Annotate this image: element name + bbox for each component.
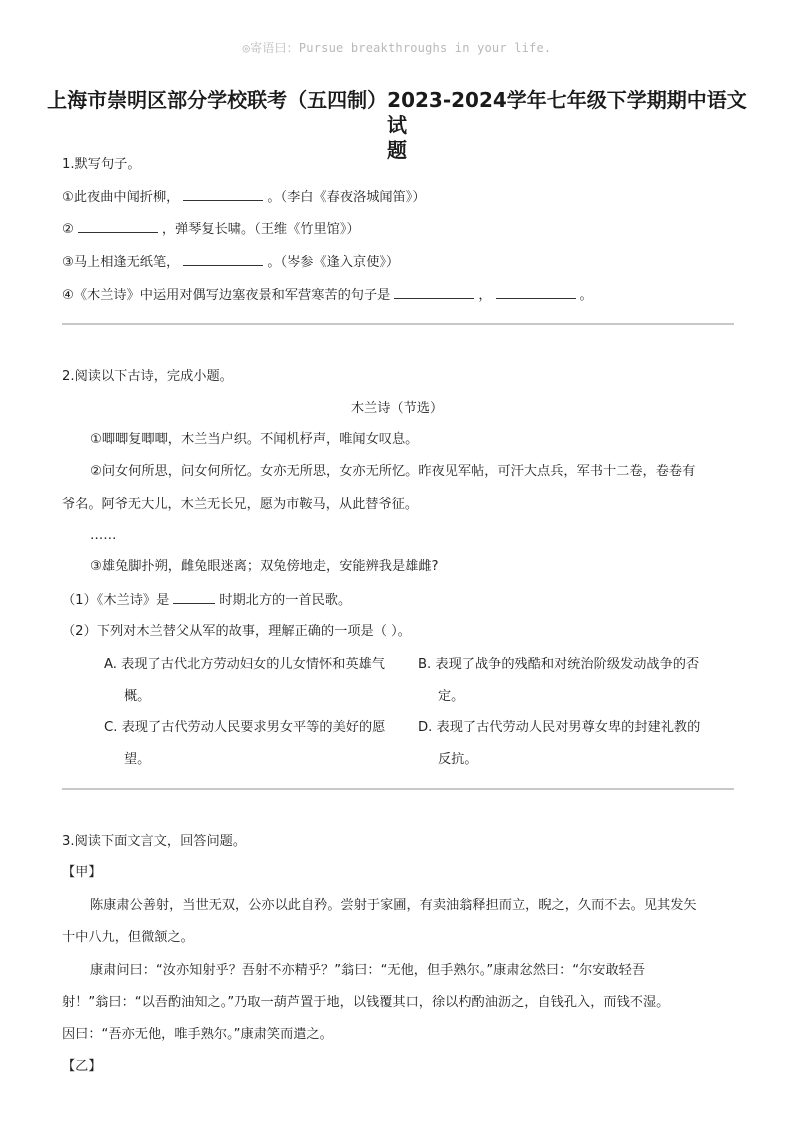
q2-subquestion-2: （2）下列对木兰替父从军的故事，理解正确的一项是（ ）。: [62, 624, 411, 639]
answer-blank[interactable]: [183, 253, 263, 266]
watermark-text: ◎寄语曰：Pursue breakthroughs in your life.: [242, 41, 552, 55]
q1-heading: 1.默写句子。: [62, 157, 141, 172]
answer-blank[interactable]: [173, 591, 215, 604]
q1-item-2-source: ，弹琴复长啸。（王维《竹里馆》）: [161, 222, 360, 237]
text-paragraph-1-line-2: 十中八九，但微颔之。: [62, 930, 194, 945]
answer-blank[interactable]: [78, 220, 158, 233]
title-line-1: 上海市崇明区部分学校联考（五四制）2023-2024学年七年级下学期期中语文试: [47, 88, 747, 137]
q2-heading: 2.阅读以下古诗，完成小题。: [62, 369, 233, 384]
poem-ellipsis: ……: [90, 528, 117, 543]
option-a-continued: 概。: [124, 689, 151, 704]
q2-sub1-text-end: 时期北方的一首民歌。: [219, 593, 352, 608]
poem-paragraph-3: ③雄兔脚扑朔，雌兔眼迷离；双兔傍地走，安能辨我是雄雌?: [90, 559, 439, 574]
poem-paragraph-2-line-2: 爷名。阿爷无大儿，木兰无长兄，愿为市鞍马，从此替爷征。: [62, 497, 419, 512]
section-label-jia: 【甲】: [62, 865, 102, 880]
poem-paragraph-2-line-1: ②问女何所思，问女何所忆。女亦无所思，女亦无所忆。昨夜见军帖，可汗大点兵，军书十二卷，卷卷有: [90, 464, 696, 479]
q1-item-4-text: ④《木兰诗》中运用对偶写边塞夜景和军营寒苦的句子是: [62, 288, 391, 303]
q1-item-1-source: 。（李白《春夜洛城闻笛》）: [267, 190, 426, 205]
option-b-continued: 定。: [438, 689, 465, 704]
option-a[interactable]: A. 表现了古代北方劳动妇女的儿女情怀和英雄气: [104, 657, 385, 672]
option-b[interactable]: B. 表现了战争的残酷和对统治阶级发动战争的否: [418, 657, 700, 672]
q1-item-3-text: ③马上相逢无纸笔，: [62, 255, 180, 270]
text-paragraph-2-line-2: 射！”翁曰：“以吾酌油知之。”乃取一葫芦置于地，以钱覆其口，徐以杓酌油沥之，自钱孔入，而钱不湿。: [62, 995, 670, 1010]
q1-item-4: [62, 286, 593, 305]
option-d-continued: 反抗。: [438, 752, 478, 767]
section-label-yi: 【乙】: [62, 1059, 102, 1074]
q2-sub1-text: （1）《木兰诗》是: [62, 593, 170, 608]
poem-title: 木兰诗（节选）: [350, 401, 444, 416]
section-divider: [62, 323, 734, 325]
q1-item-4-comma: ，: [478, 288, 492, 303]
q1-item-3: [62, 253, 399, 272]
title-line-2: 题: [387, 138, 407, 162]
option-d[interactable]: D. 表现了古代劳动人民对男尊女卑的封建礼教的: [418, 720, 701, 735]
text-paragraph-2-line-1: 康肃问曰：“汝亦知射乎？吾射不亦精乎？”翁曰：“无他，但手熟尔。”康肃忿然曰：“尔安敢轻吾: [90, 963, 646, 978]
q3-heading: 3.阅读下面文言文，回答问题。: [62, 834, 247, 849]
text-paragraph-2-line-3: 因曰：“吾亦无他，唯手熟尔。”康肃笑而遣之。: [62, 1027, 333, 1042]
q1-item-2: [62, 220, 360, 239]
answer-blank[interactable]: [496, 286, 576, 299]
q1-item-4-period: 。: [579, 288, 593, 303]
q1-item-1-text: ①此夜曲中闻折柳，: [62, 190, 180, 205]
option-c-continued: 望。: [124, 752, 151, 767]
option-c[interactable]: C. 表现了古代劳动人民要求男女平等的美好的愿: [104, 720, 386, 735]
q1-item-3-source: 。（岑参《逢入京使》）: [267, 255, 400, 270]
q1-item-2-text: ②: [62, 222, 74, 237]
section-divider: [62, 788, 734, 790]
poem-paragraph-1: ①唧唧复唧唧，木兰当户织。不闻机杼声，唯闻女叹息。: [90, 432, 419, 447]
q1-item-1: [62, 188, 426, 207]
q2-subquestion-1: [62, 591, 351, 610]
page-title: [40, 88, 754, 163]
answer-blank[interactable]: [183, 188, 263, 201]
text-paragraph-1-line-1: 陈康肃公善射，当世无双，公亦以此自矜。尝射于家圃，有卖油翁释担而立，睨之，久而不去。见其发矢: [90, 898, 697, 913]
answer-blank[interactable]: [394, 286, 474, 299]
